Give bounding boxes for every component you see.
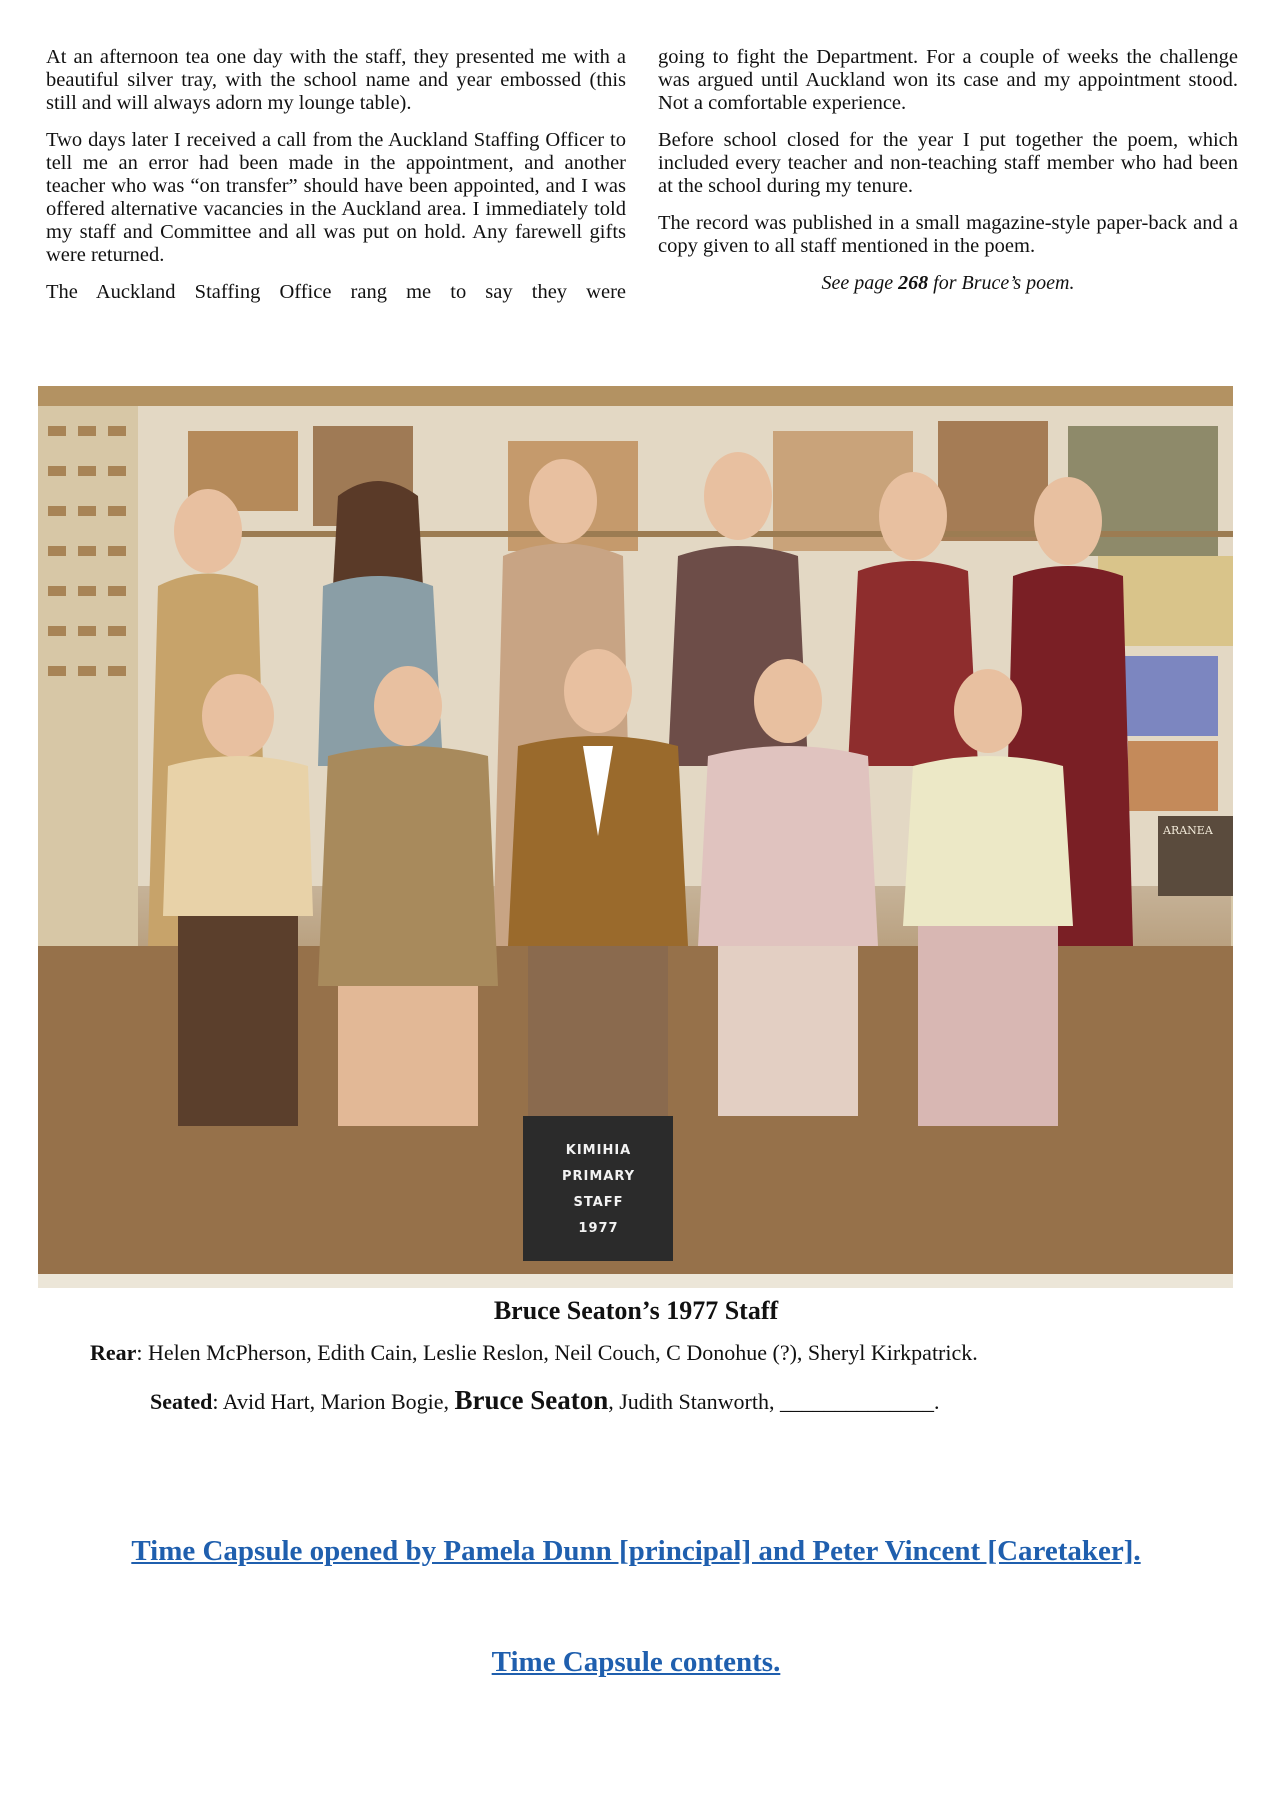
see-page-number: 268 xyxy=(898,272,929,294)
photo-caption-title: Bruce Seaton’s 1977 Staff xyxy=(493,1296,779,1325)
left-column xyxy=(46,46,626,318)
paragraph-record: The record was published in a small magazine-style paper-back and a copy given to all staff mentioned in the poem. xyxy=(658,212,1238,257)
staff-group-photo xyxy=(38,386,1233,1288)
time-capsule-contents-link[interactable]: Time Capsule contents. xyxy=(491,1646,781,1678)
paragraph-department: going to fight the Department. For a couple of weeks the challenge was argued until Auckland won its case and my appointment stood. Not a comfortable experience. xyxy=(658,46,1238,114)
article-columns xyxy=(46,46,1238,318)
caption-rear-row xyxy=(90,1340,978,1366)
shelf-sign-text: ARANEA xyxy=(1163,824,1213,837)
plaque-line-year: 1977 xyxy=(578,1221,619,1236)
photo-bottom-edge xyxy=(38,1274,1233,1288)
plaque-line-primary: PRIMARY xyxy=(561,1169,636,1184)
shelf-book xyxy=(1118,656,1218,736)
seated-names-before: : Avid Hart, Marion Bogie, xyxy=(212,1389,455,1414)
paragraph-staffing-call: Two days later I received a call from the Auckland Staffing Officer to tell me an error had been made in the appointment, and another teacher who was “on transfer” should have been appointed, and I was offered alternative vacancies in the Auckland area. I immediately told my staff and Committee and all was put on hold. Any farewell gifts were returned. xyxy=(46,129,626,266)
wall-top-strip xyxy=(38,386,1233,406)
see-page-suffix: for Bruce’s poem. xyxy=(933,272,1075,294)
caption-seated-row xyxy=(150,1385,939,1416)
plaque-line-school: KIMIHIA xyxy=(565,1143,632,1158)
seated-label: Seated xyxy=(150,1389,213,1414)
shelf-book-2 xyxy=(1128,741,1218,811)
staff-plaque xyxy=(526,1138,671,1242)
rear-names: : Helen McPherson, Edith Cain, Leslie Reslon, Neil Couch, C Donohue (?), Sheryl Kirkpatrick. xyxy=(136,1340,978,1365)
paragraph-silver-tray: At an afternoon tea one day with the staff, they presented me with a beautiful silver tray, with the school name and year embossed (this still and will always adorn my lounge table). xyxy=(46,46,626,114)
rear-label: Rear xyxy=(90,1340,137,1365)
seated-names-after: , Judith Stanworth, ______________. xyxy=(608,1389,940,1414)
pigeonhole-rack xyxy=(38,406,138,966)
right-column xyxy=(658,46,1238,318)
paragraph-staffing-office: The Auckland Staffing Office rang me to say they were xyxy=(46,281,626,303)
plaque-line-staff: STAFF xyxy=(573,1195,624,1210)
seated-principal-name: Bruce Seaton xyxy=(454,1385,609,1415)
time-capsule-opened-link[interactable]: Time Capsule opened by Pamela Dunn [principal] and Peter Vincent [Caretaker]. xyxy=(131,1535,1141,1567)
see-page-note xyxy=(658,272,1238,295)
see-page-prefix: See page xyxy=(821,272,894,294)
paragraph-poem: Before school closed for the year I put together the poem, which included every teacher and non-teaching staff member who had been at the school during my tenure. xyxy=(658,129,1238,197)
